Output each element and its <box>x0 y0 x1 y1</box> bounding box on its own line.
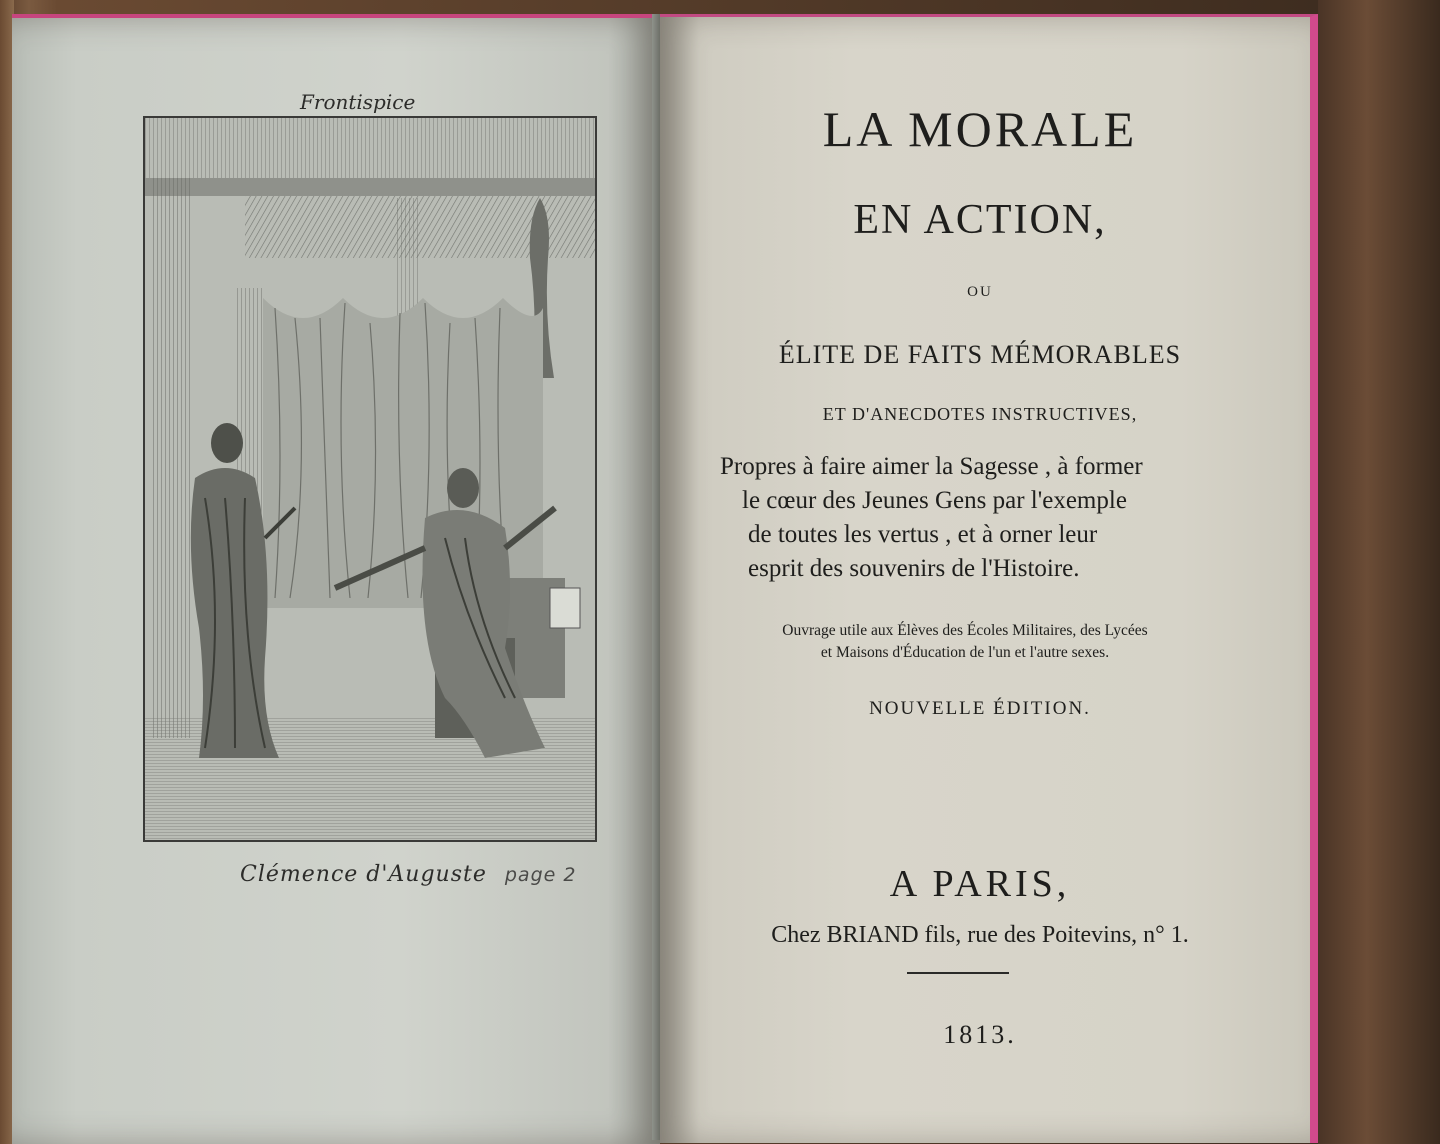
conjunction-ou: OU <box>967 284 993 300</box>
engraving-plate <box>143 116 597 842</box>
imprint-rule <box>907 972 1009 974</box>
handwritten-page-note: page 2 <box>504 864 577 886</box>
imprint-year: 1813. <box>943 1020 1017 1049</box>
book-cover-right <box>1318 0 1440 1144</box>
plate-caption <box>240 862 576 887</box>
description-line: esprit des souvenirs de l'Histoire. <box>748 555 1080 582</box>
imprint-city: A PARIS, <box>889 863 1071 905</box>
ouvrage-line: Ouvrage utile aux Élèves des Écoles Militaires, des Lycées <box>782 622 1148 639</box>
imprint-publisher: Chez BRIAND fils, rue des Poitevins, n° 1. <box>771 922 1189 948</box>
description-line: le cœur des Jeunes Gens par l'exemple <box>742 487 1127 514</box>
ouvrage-note <box>725 620 1205 664</box>
subtitle-2: ET D'ANECDOTES INSTRUCTIVES, <box>822 404 1138 424</box>
ouvrage-line: et Maisons d'Éducation de l'un et l'autre sexes. <box>820 644 1110 661</box>
description-line: Propres à faire aimer la Sagesse , à former <box>720 453 1143 480</box>
subtitle: ÉLITE DE FAITS MÉMORABLES <box>778 340 1182 369</box>
title-line-2: EN ACTION, <box>853 197 1107 243</box>
edition-label: NOUVELLE ÉDITION. <box>869 698 1091 719</box>
caption-text: Clémence d'Auguste <box>240 862 487 887</box>
frontispice-label: Frontispice <box>300 90 416 114</box>
title-line-1: LA MORALE <box>822 101 1138 157</box>
description-block <box>720 450 1220 586</box>
engraving-illustration <box>145 118 595 840</box>
description-line: de toutes les vertus , et à orner leur <box>748 521 1098 548</box>
